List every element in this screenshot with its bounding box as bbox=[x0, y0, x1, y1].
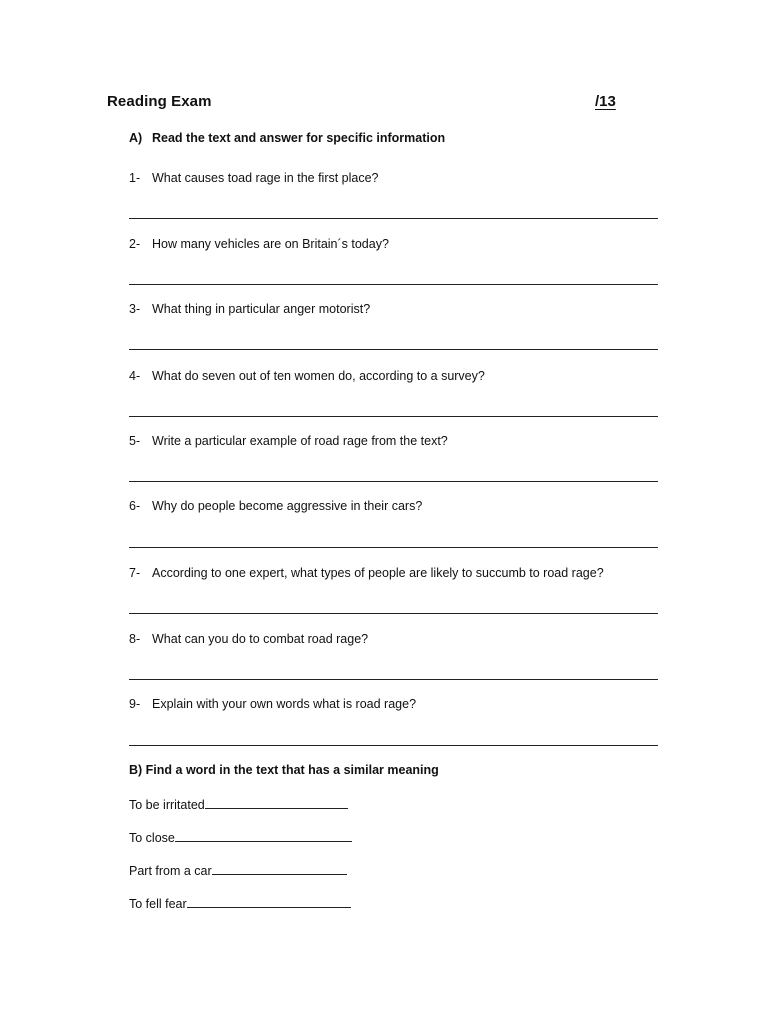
section-a-letter: A) bbox=[129, 131, 143, 145]
vocab-item-3 bbox=[129, 862, 347, 878]
vocab-answer-blank-2[interactable] bbox=[175, 829, 352, 842]
question-number: 9- bbox=[129, 697, 141, 711]
vocab-prompt: To fell fear bbox=[129, 897, 187, 911]
vocab-prompt: Part from a car bbox=[129, 864, 212, 878]
score-field[interactable] bbox=[551, 93, 616, 110]
answer-line-1[interactable] bbox=[129, 218, 658, 219]
question-number: 4- bbox=[129, 369, 141, 383]
answer-line-7[interactable] bbox=[129, 613, 658, 614]
question-number: 2- bbox=[129, 237, 141, 251]
answer-line-8[interactable] bbox=[129, 679, 658, 680]
question-text: Explain with your own words what is road rage? bbox=[152, 697, 417, 711]
question-text: According to one expert, what types of people are likely to succumb to road rage? bbox=[152, 566, 604, 580]
question-text: What causes toad rage in the first place? bbox=[152, 171, 379, 185]
question-text: What can you do to combat road rage? bbox=[152, 632, 369, 646]
question-text: How many vehicles are on Britain´s today? bbox=[152, 237, 389, 251]
answer-line-3[interactable] bbox=[129, 349, 658, 350]
question-7 bbox=[129, 566, 604, 580]
vocab-item-2 bbox=[129, 829, 352, 845]
section-a-instruction: Read the text and answer for specific information bbox=[152, 131, 446, 145]
vocab-answer-blank-3[interactable] bbox=[212, 862, 347, 875]
section-a-heading bbox=[129, 131, 445, 145]
question-number: 5- bbox=[129, 434, 141, 448]
answer-line-2[interactable] bbox=[129, 284, 658, 285]
question-8 bbox=[129, 632, 368, 646]
question-3 bbox=[129, 302, 370, 316]
page-title: Reading Exam bbox=[107, 93, 212, 110]
question-text: What thing in particular anger motorist? bbox=[152, 302, 371, 316]
answer-line-6[interactable] bbox=[129, 547, 658, 548]
question-number: 8- bbox=[129, 632, 141, 646]
vocab-answer-blank-4[interactable] bbox=[187, 895, 351, 908]
question-6 bbox=[129, 499, 422, 513]
question-1 bbox=[129, 171, 379, 185]
answer-line-5[interactable] bbox=[129, 481, 658, 482]
question-4 bbox=[129, 369, 485, 383]
vocab-prompt: To close bbox=[129, 831, 175, 845]
question-text: What do seven out of ten women do, according to a survey? bbox=[152, 369, 485, 383]
question-number: 7- bbox=[129, 566, 141, 580]
answer-line-9[interactable] bbox=[129, 745, 658, 746]
vocab-item-4 bbox=[129, 895, 351, 911]
question-2 bbox=[129, 237, 389, 251]
vocab-prompt: To be irritated bbox=[129, 798, 205, 812]
question-9 bbox=[129, 697, 416, 711]
section-b-heading: B) Find a word in the text that has a similar meaning bbox=[129, 763, 439, 777]
question-number: 1- bbox=[129, 171, 141, 185]
question-5 bbox=[129, 434, 448, 448]
question-text: Write a particular example of road rage from the text? bbox=[152, 434, 448, 448]
score-total: /13 bbox=[595, 93, 616, 110]
question-number: 3- bbox=[129, 302, 141, 316]
vocab-answer-blank-1[interactable] bbox=[205, 796, 348, 809]
question-text: Why do people become aggressive in their cars? bbox=[152, 499, 423, 513]
question-number: 6- bbox=[129, 499, 141, 513]
answer-line-4[interactable] bbox=[129, 416, 658, 417]
vocab-item-1 bbox=[129, 796, 348, 812]
